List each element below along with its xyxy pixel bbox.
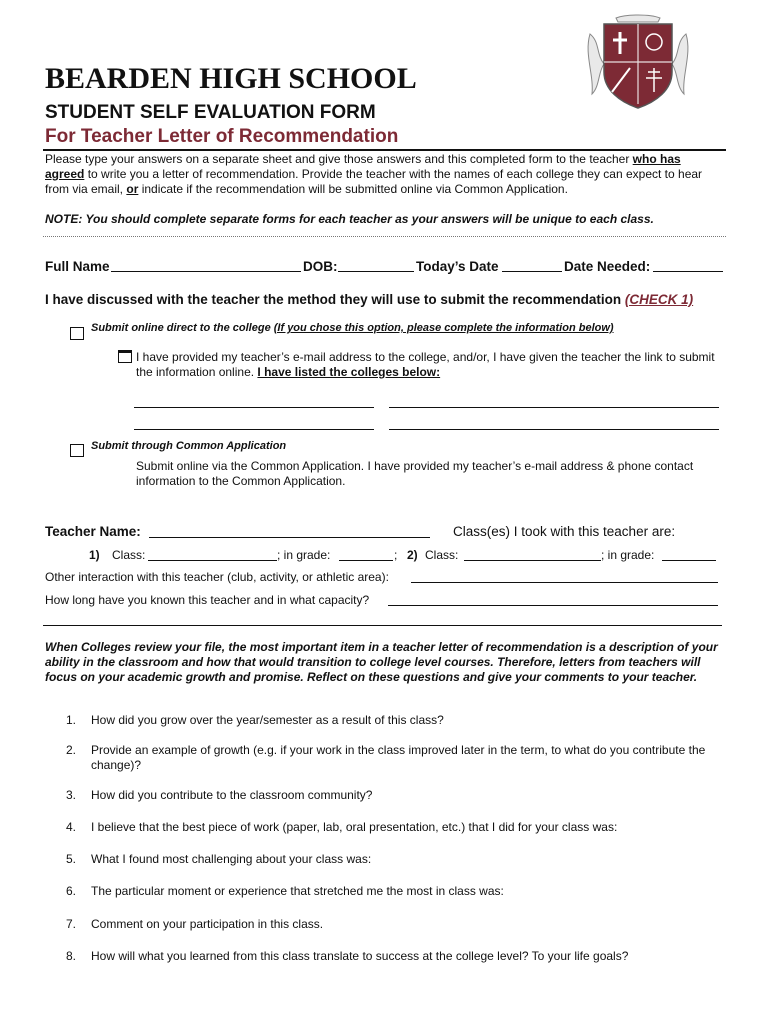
question-number: 6.: [66, 884, 77, 898]
question-text: How did you contribute to the classroom community?: [91, 788, 373, 802]
college-line-1[interactable]: [134, 407, 374, 408]
question-text: Provide an example of growth (e.g. if your work in the class improved later in the term, to what do you contribute the change)?: [91, 743, 706, 772]
dob-label: DOB:: [303, 259, 338, 274]
form-subtitle: For Teacher Letter of Recommendation: [45, 126, 399, 147]
question-text: How will what you learned from this class translate to success at the college level? To your life goals?: [91, 949, 629, 963]
other-interaction-field[interactable]: [411, 582, 718, 583]
class-2-label: Class:: [425, 548, 459, 562]
teacher-name-field[interactable]: [149, 537, 430, 538]
info-fields-row: [45, 258, 735, 276]
note-text: NOTE: You should complete separate forms for each teacher as your answers will be unique to each class.: [45, 212, 654, 226]
colleges-listed-checkbox[interactable]: [118, 350, 132, 363]
grade-2-field[interactable]: [662, 560, 716, 561]
check-one-label: (CHECK 1): [624, 292, 694, 307]
question-text: What I found most challenging about your class was:: [91, 852, 372, 866]
dob-field[interactable]: [338, 271, 414, 272]
option-online-label: Submit online direct to the college (If you chose this option, please complete the information below): [91, 322, 614, 334]
question-number: 8.: [66, 949, 77, 963]
class-1-number: 1): [89, 548, 100, 562]
option-common-app-checkbox[interactable]: [70, 444, 84, 457]
class-1-label: Class:: [112, 548, 146, 562]
known-label: How long have you known this teacher and in what capacity?: [45, 593, 370, 607]
class-row: [45, 548, 735, 564]
college-line-4[interactable]: [389, 429, 719, 430]
college-line-3[interactable]: [134, 429, 374, 430]
header-rule: [43, 149, 726, 151]
teacher-name-label: Teacher Name:: [45, 524, 141, 539]
question-text: The particular moment or experience that stretched me the most in class was:: [91, 884, 504, 898]
grade-1-semicolon: ;: [394, 548, 398, 562]
question-number: 7.: [66, 917, 77, 931]
todays-date-label: Today’s Date: [416, 259, 499, 274]
option-online-checkbox[interactable]: [70, 327, 84, 340]
method-question: I have discussed with the teacher the method they will use to submit the recommendation (CHECK 1): [45, 292, 694, 307]
date-needed-field[interactable]: [653, 271, 723, 272]
classes-label: Class(es) I took with this teacher are:: [453, 524, 676, 539]
full-name-field[interactable]: [111, 271, 301, 272]
known-field[interactable]: [388, 605, 718, 606]
other-interaction-label: Other interaction with this teacher (club, activity, or athletic area):: [45, 570, 389, 584]
grade-1-field[interactable]: [339, 560, 393, 561]
intro-paragraph: Please type your answers on a separate sheet and give those answers and this completed form to the teacher who has agreed to write you a letter of recommendation. Provide the teacher with the names of each college they can expect to hear from via email, or indicate if the recommendation will be submitted online via Common Application.: [45, 152, 703, 196]
question-text: I believe that the best piece of work (paper, lab, oral presentation, etc.) that I did for your class was:: [91, 820, 618, 834]
date-needed-label: Date Needed:: [564, 259, 651, 274]
full-name-label: Full Name: [45, 259, 110, 274]
grade-2-label: ; in grade:: [601, 548, 655, 562]
school-name: BEARDEN HIGH SCHOOL: [45, 62, 417, 95]
todays-date-field[interactable]: [502, 271, 562, 272]
question-text: Comment on your participation in this class.: [91, 917, 324, 931]
option-common-app-label: Submit through Common Application: [91, 440, 287, 452]
class-1-field[interactable]: [148, 560, 277, 561]
form-title: STUDENT SELF EVALUATION FORM: [45, 102, 376, 123]
grade-1-label: ; in grade:: [277, 548, 331, 562]
class-2-field[interactable]: [464, 560, 601, 561]
school-crest-icon: [586, 14, 690, 110]
college-line-2[interactable]: [389, 407, 719, 408]
dotted-rule: [43, 236, 726, 237]
question-number: 4.: [66, 820, 77, 834]
colleges-listed-text: I have provided my teacher’s e-mail address to the college, and/or, I have given the teacher the link to submit the information online. I have listed the colleges below:: [136, 350, 715, 379]
question-number: 5.: [66, 852, 77, 866]
question-number: 3.: [66, 788, 77, 802]
question-text: How did you grow over the year/semester as a result of this class?: [91, 713, 444, 727]
section-rule: [43, 625, 722, 626]
instructions-paragraph: When Colleges review your file, the most important item in a teacher letter of recommendation is a description of your ability in the classroom and how that would transition to college level courses. Therefore, letters from teachers will focus on your academic growth and promise. Reflect on these questions and give your comments to your teacher.: [45, 640, 718, 684]
class-2-number: 2): [407, 548, 418, 562]
question-number: 1.: [66, 713, 77, 727]
question-number: 2.: [66, 743, 77, 757]
common-app-text: Submit online via the Common Application. I have provided my teacher’s e-mail address & phone contact information to the Common Application.: [136, 459, 694, 488]
